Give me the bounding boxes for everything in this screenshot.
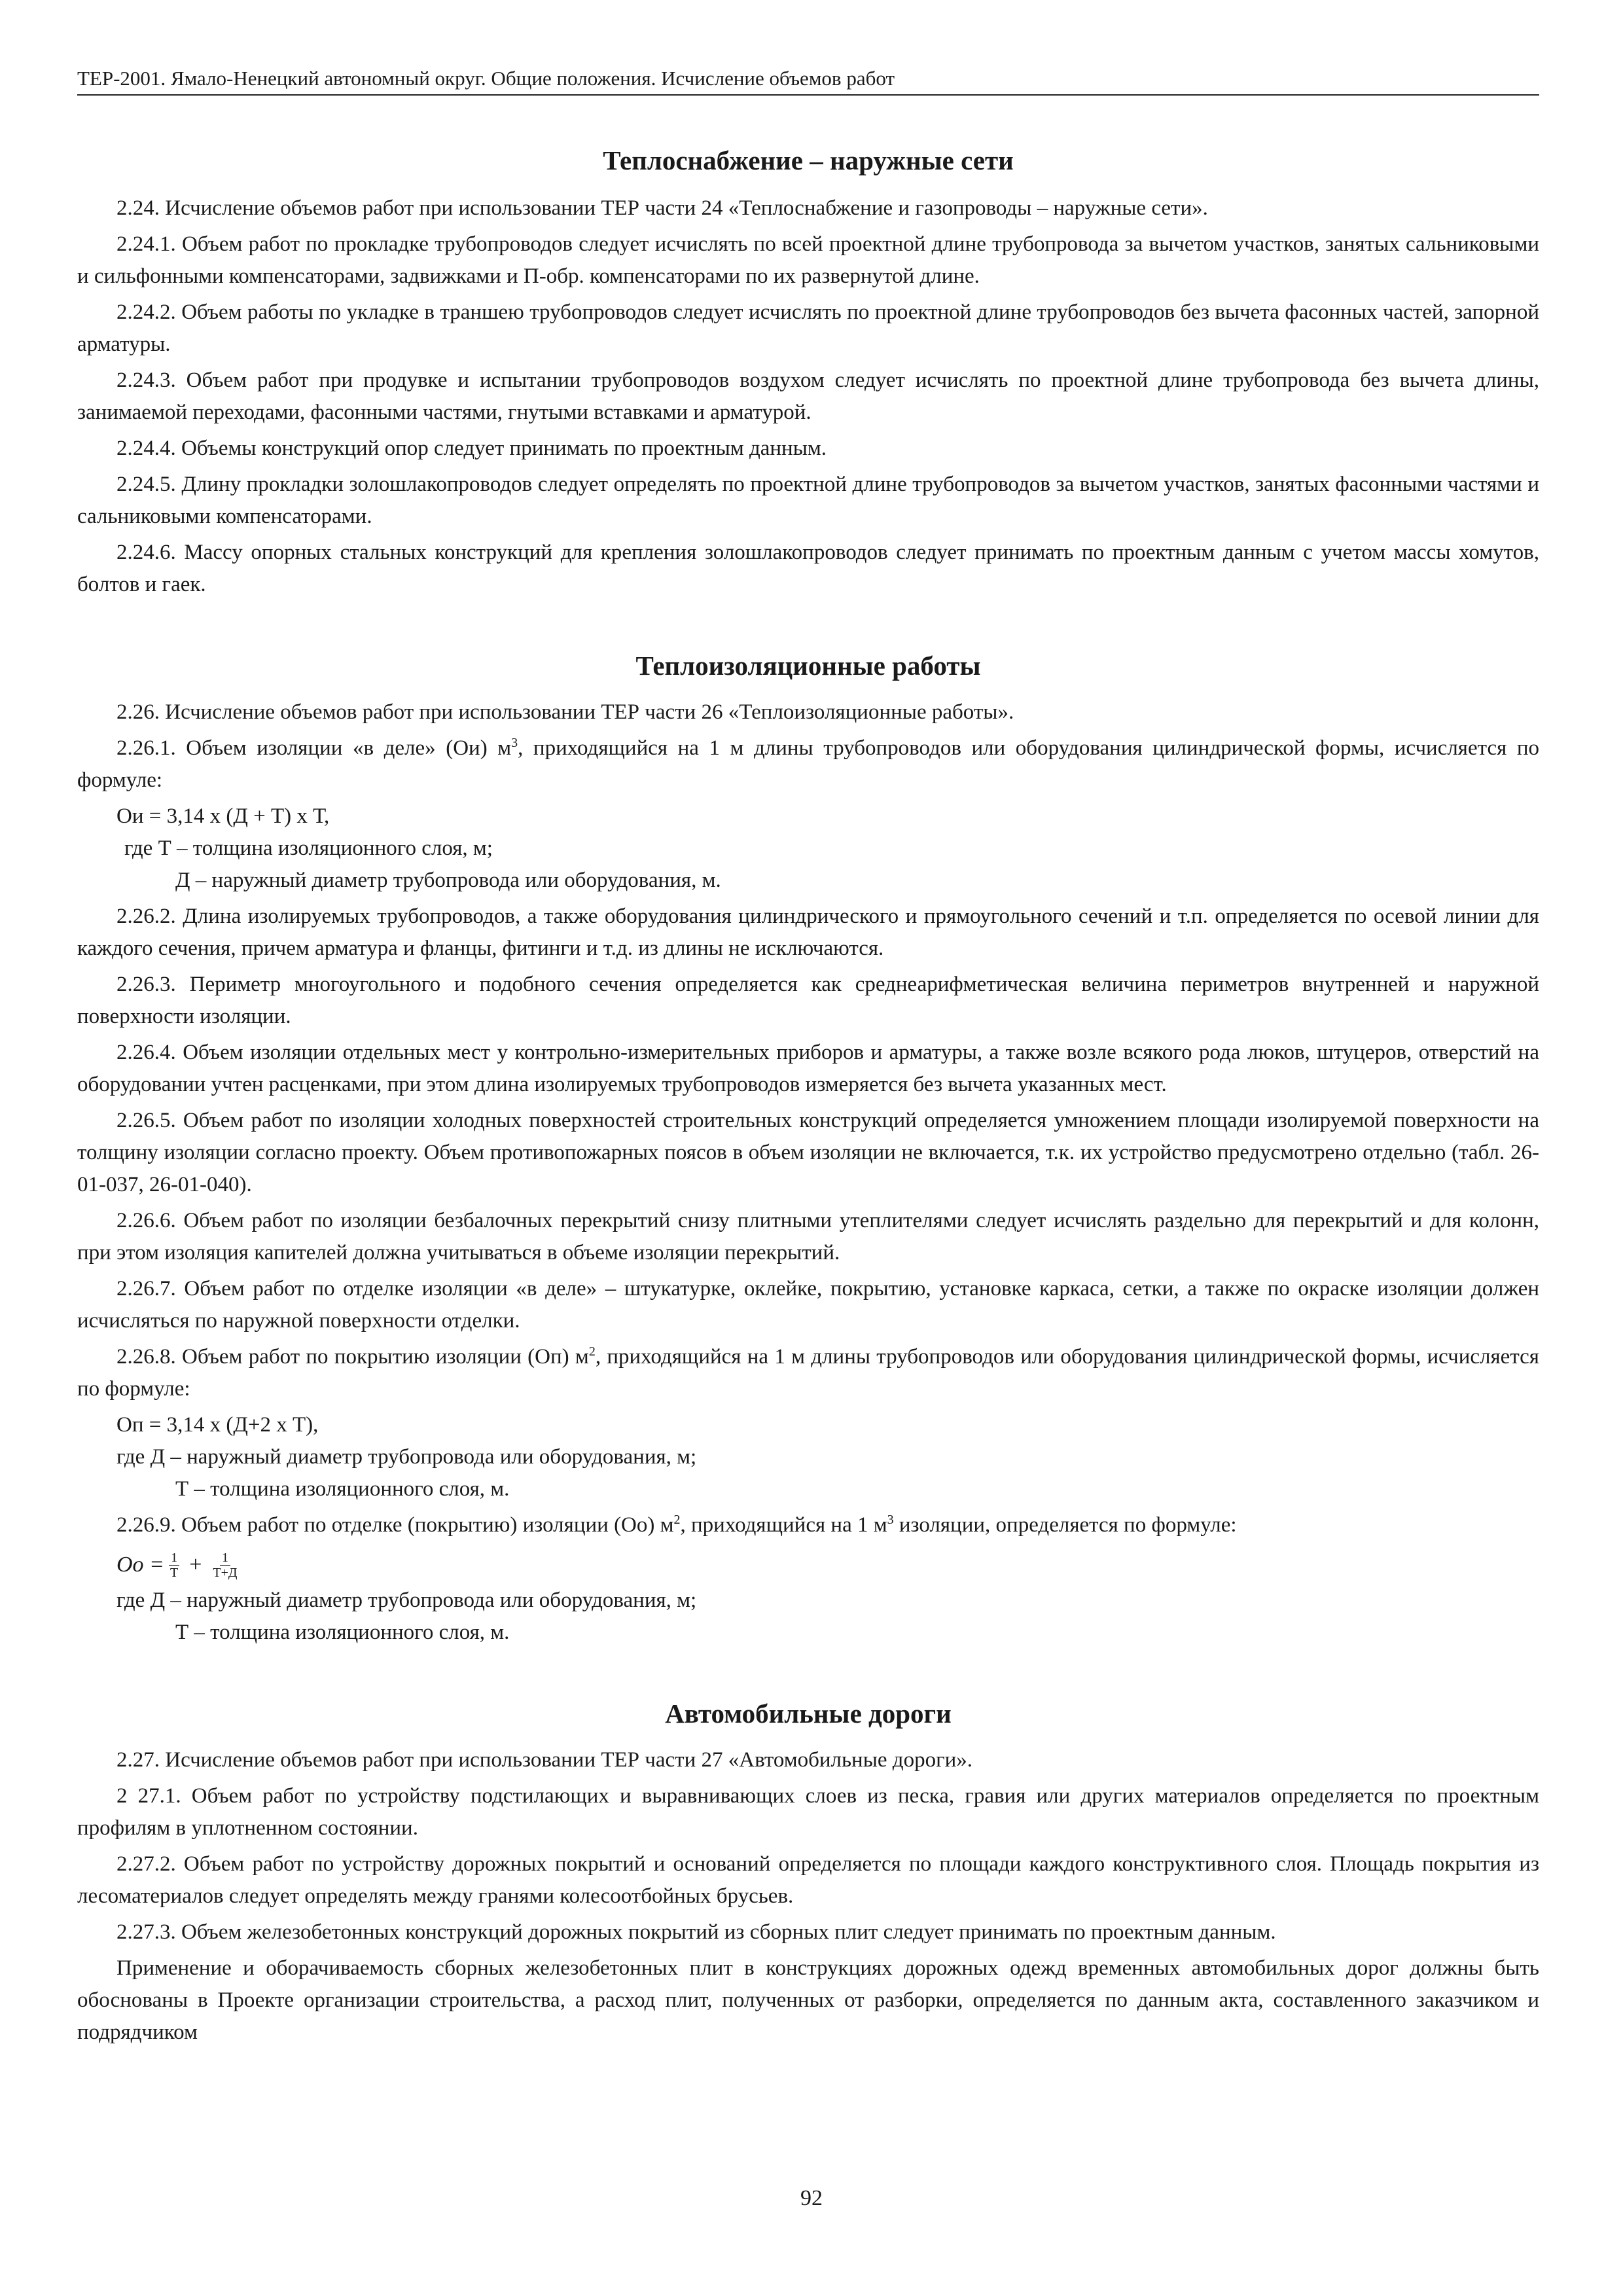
paragraph-2-24: 2.24. Исчисление объемов работ при использовании ТЕР части 24 «Теплоснабжение и газопроводы – наружные сети». — [116, 196, 1208, 220]
paragraph-2-27-3: 2.27.3. Объем железобетонных конструкций дорожных покрытий из сборных плит следует принимать по проектным данным. — [116, 1920, 1276, 1944]
section-title-heat-supply: Теплоснабжение – наружные сети — [603, 145, 1014, 175]
paragraph-2-26-1: 2.26.1. Объем изоляции «в деле» (Ои) $м^3$, приходящийся на 1 м длины трубопроводов или оборудования цилиндрической формы, исчисляется по формуле: — [77, 736, 1539, 792]
paragraph-2-24-5: 2.24.5. Длину прокладки золошлакопроводов следует определять по проектной длине трубопроводов за вычетом участков, занятых фасонными частями и сальниковыми компенсаторами. — [77, 473, 1539, 528]
paragraph-2-24-3: 2.24.3. Объем работ при продувке и испытании трубопроводов воздухом следует исчислять по проектной длине трубопровода без вычета длины, занимаемой переходами, фасонными частями, гнутыми вставками и арматурой. — [77, 368, 1539, 424]
formula-legend-thickness-3: Т – толщина изоляционного слоя, м. — [175, 1621, 510, 1644]
paragraph-2-26-8: 2.26.8. Объем работ по покрытию изоляции (Оп) $м^2$, приходящийся на 1 м длины трубопроводов или оборудования цилиндрической формы, исчисляется по формуле: — [77, 1344, 1539, 1401]
section-title-insulation: Теплоизоляционные работы — [635, 651, 981, 681]
formula-covering-area: Оп = 3,14 х (Д+2 х Т), — [116, 1413, 319, 1437]
fraction-1-over-t-plus-d: $\frac{1}{Т+Д}$ — [213, 1550, 238, 1580]
paragraph-2-24-2: 2.24.2. Объем работы по укладке в траншею трубопроводов следует исчислять по проектной длине трубопроводов без вычета фасонных частей, запорной арматуры. — [77, 300, 1539, 356]
formula-legend-diameter: Д – наружный диаметр трубопровода или оборудования, м. — [175, 869, 721, 892]
paragraph-2-24-1: 2.24.1. Объем работ по прокладке трубопроводов следует исчислять по всей проектной длине трубопровода за вычетом участков, занятых сальниковыми и сильфонными компенсаторами, задвижками и П-обр. компенсаторами по их развернутой длине. — [77, 232, 1539, 288]
paragraph-plates-usage: Применение и оборачиваемость сборных железобетонных плит в конструкциях дорожных одежд временных автомобильных дорог должны быть обоснованы в Проекте организации строительства, а расход плит, полученных от разборки, определяется по данным акта, составленного заказчиком и подрядчиком — [77, 1956, 1539, 2044]
paragraph-2-26-9: 2.26.9. Объем работ по отделке (покрытию) изоляции (Оо) $м^2$, приходящийся на 1 $м^3$ изоляции, определяется по формуле: — [116, 1513, 1237, 1537]
paragraph-2-24-6: 2.24.6. Массу опорных стальных конструкций для крепления золошлакопроводов следует принимать по проектным данным с учетом массы хомутов, болтов и гаек. — [77, 541, 1539, 596]
paragraph-2-26: 2.26. Исчисление объемов работ при использовании ТЕР части 26 «Теплоизоляционные работы». — [116, 700, 1014, 724]
paragraph-2-24-4: 2.24.4. Объемы конструкций опор следует принимать по проектным данным. — [116, 437, 827, 460]
formula-finishing: Оо = $\frac{1}{Т}$ + $\frac{1}{Т+Д}$ — [77, 1545, 1539, 1585]
paragraph-2-27-1: 2 27.1. Объем работ по устройству подстилающих и выравнивающих слоев из песка, гравия или других материалов определяется по проектным профилям в уплотненном состоянии. — [77, 1784, 1539, 1840]
formula-insulation-volume: Ои = 3,14 х (Д + Т) х Т, — [116, 804, 330, 828]
paragraph-2-26-7: 2.26.7. Объем работ по отделке изоляции «в деле» – штукатурке, оклейке, покрытию, установке каркаса, сетки, а также по окраске изоляции должен исчисляться по наружной поверхности отделки. — [77, 1277, 1539, 1333]
paragraph-2-26-3: 2.26.3. Периметр многоугольного и подобного сечения определяется как среднеарифметическая величина периметров внутренней и наружной поверхности изоляции. — [77, 973, 1539, 1028]
paragraph-2-26-4: 2.26.4. Объем изоляции отдельных мест у контрольно-измерительных приборов и арматуры, а также возле всякого рода люков, штуцеров, отверстий на оборудовании учтен расценками, при этом длина изолируемых трубопроводов измеряется без вычета указанных мест. — [77, 1041, 1539, 1096]
page-number: 92 — [800, 2186, 823, 2210]
formula-legend-thickness: где Т – толщина изоляционного слоя, м; — [124, 836, 493, 860]
paragraph-2-26-2: 2.26.2. Длина изолируемых трубопроводов, а также оборудования цилиндрического и прямоугольного сечений и т.п. определяется по осевой линии для каждого сечения, причем арматура и фланцы, фитинги и т.д. из длины не исключаются. — [77, 905, 1539, 960]
running-header: ТЕР-2001. Ямало-Ненецкий автономный округ. Общие положения. Исчисление объемов работ — [77, 65, 1539, 96]
fraction-1-over-t: $\frac{1}{Т}$ — [170, 1550, 179, 1580]
formula-legend-diameter-3: где Д – наружный диаметр трубопровода или оборудования, м; — [116, 1588, 697, 1612]
paragraph-2-26-6: 2.26.6. Объем работ по изоляции безбалочных перекрытий снизу плитными утеплителями следует исчислять раздельно для перекрытий и для колонн, при этом изоляция капителей должна учитываться в объеме изоляции перекрытий. — [77, 1209, 1539, 1265]
document-page — [77, 65, 1539, 2053]
paragraph-2-27-2: 2.27.2. Объем работ по устройству дорожных покрытий и оснований определяется по площади каждого конструктивного слоя. Площадь покрытия из лесоматериалов следует определять между гранями колесоотбойных брусьев. — [77, 1852, 1539, 1908]
paragraph-2-27: 2.27. Исчисление объемов работ при использовании ТЕР части 27 «Автомобильные дороги». — [116, 1748, 973, 1772]
paragraph-2-26-5: 2.26.5. Объем работ по изоляции холодных поверхностей строительных конструкций определяется умножением площади изолируемой поверхности на толщину изоляции согласно проекту. Объем противопожарных поясов в объем изоляции не включается, т.к. их устройство предусмотрено отдельно (табл. 26-01-037, 26-01-040). — [77, 1109, 1539, 1196]
formula-legend-thickness-2: Т – толщина изоляционного слоя, м. — [175, 1477, 510, 1501]
section-title-roads: Автомобильные дороги — [665, 1698, 952, 1729]
formula-legend-diameter-2: где Д – наружный диаметр трубопровода или оборудования, м; — [116, 1445, 697, 1469]
